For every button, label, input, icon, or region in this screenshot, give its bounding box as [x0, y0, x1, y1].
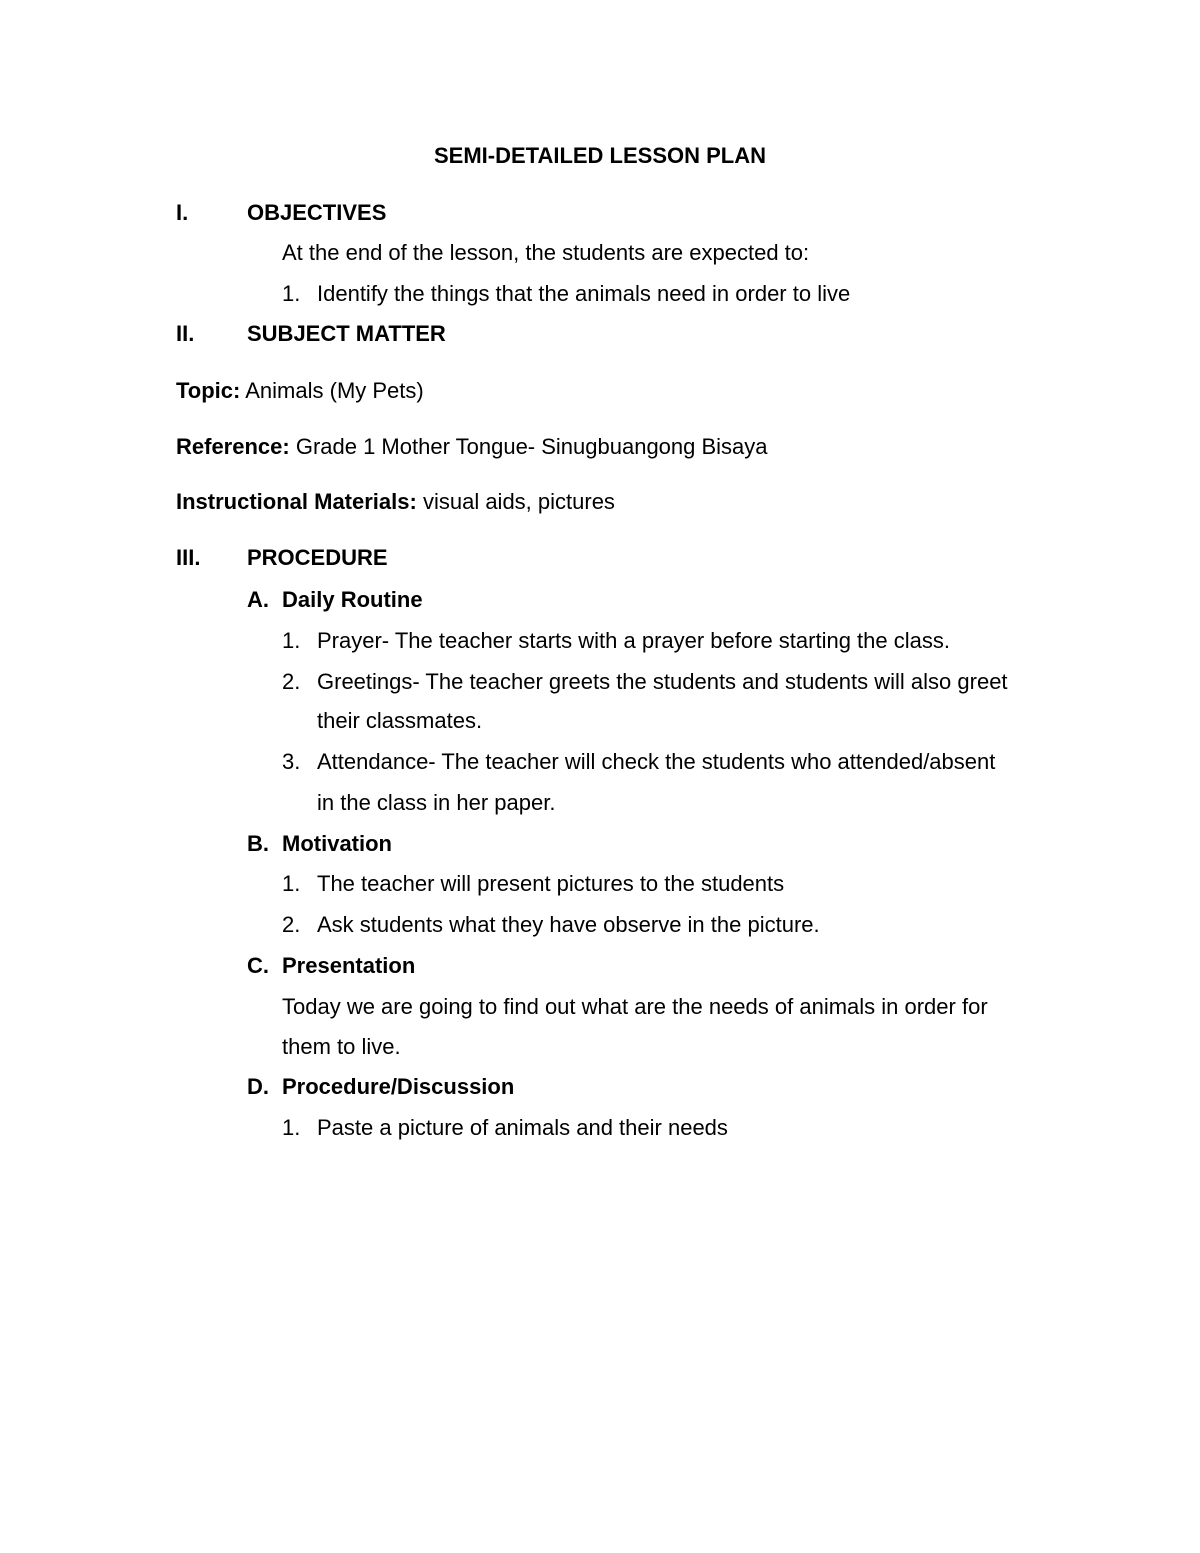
- discussion-item-text: Paste a picture of animals and their needs: [317, 1115, 728, 1140]
- motivation-letter: B.: [247, 831, 269, 856]
- procedure-heading: PROCEDURE: [247, 545, 388, 570]
- motivation-item-text: Ask students what they have observe in the picture.: [317, 912, 820, 937]
- routine-item-text: Attendance- The teacher will check the students who attended/absent: [317, 749, 996, 774]
- objective-text: Identify the things that the animals need in order to live: [317, 281, 851, 306]
- topic-line: [176, 380, 424, 402]
- procedure-numeral: III.: [176, 545, 201, 570]
- routine-item-text-cont: in the class in her paper.: [317, 790, 556, 815]
- routine-item-text: Prayer- The teacher starts with a prayer before starting the class.: [317, 628, 950, 653]
- discussion-item-number: 1.: [282, 1115, 301, 1140]
- routine-item-number: 3.: [282, 749, 301, 774]
- discussion-heading: Procedure/Discussion: [282, 1074, 515, 1099]
- discussion-letter: D.: [247, 1074, 269, 1099]
- reference-value: Grade 1 Mother Tongue- Sinugbuangong Bisaya: [289, 434, 768, 459]
- routine-item-number: 1.: [282, 628, 301, 653]
- motivation-item-text: The teacher will present pictures to the students: [317, 871, 785, 896]
- daily-routine-letter: A.: [247, 587, 269, 612]
- presentation-text: Today we are going to find out what are the needs of animals in order for: [282, 994, 988, 1019]
- presentation-text-cont: them to live.: [282, 1034, 401, 1059]
- presentation-letter: C.: [247, 953, 269, 978]
- routine-item-number: 2.: [282, 669, 301, 694]
- materials-value: visual aids, pictures: [416, 489, 615, 514]
- subject-matter-heading: SUBJECT MATTER: [247, 321, 446, 346]
- objectives-heading: OBJECTIVES: [247, 200, 387, 225]
- document-title: SEMI-DETAILED LESSON PLAN: [433, 143, 767, 168]
- motivation-item-number: 1.: [282, 871, 301, 896]
- objectives-numeral: I.: [176, 200, 189, 225]
- topic-value: Animals (My Pets): [240, 378, 424, 403]
- motivation-item-number: 2.: [282, 912, 301, 937]
- topic-label: Topic:: [176, 378, 241, 403]
- materials-label: Instructional Materials:: [176, 489, 417, 514]
- daily-routine-heading: Daily Routine: [282, 587, 423, 612]
- objective-number: 1.: [282, 281, 301, 306]
- routine-item-text-cont: their classmates.: [317, 708, 483, 733]
- materials-line: [176, 491, 615, 513]
- presentation-heading: Presentation: [282, 953, 416, 978]
- reference-line: [176, 436, 768, 458]
- routine-item-text: Greetings- The teacher greets the students and students will also greet: [317, 669, 1008, 694]
- subject-matter-numeral: II.: [176, 321, 195, 346]
- motivation-heading: Motivation: [282, 831, 392, 856]
- objectives-intro: At the end of the lesson, the students are expected to:: [282, 240, 810, 265]
- reference-label: Reference:: [176, 434, 290, 459]
